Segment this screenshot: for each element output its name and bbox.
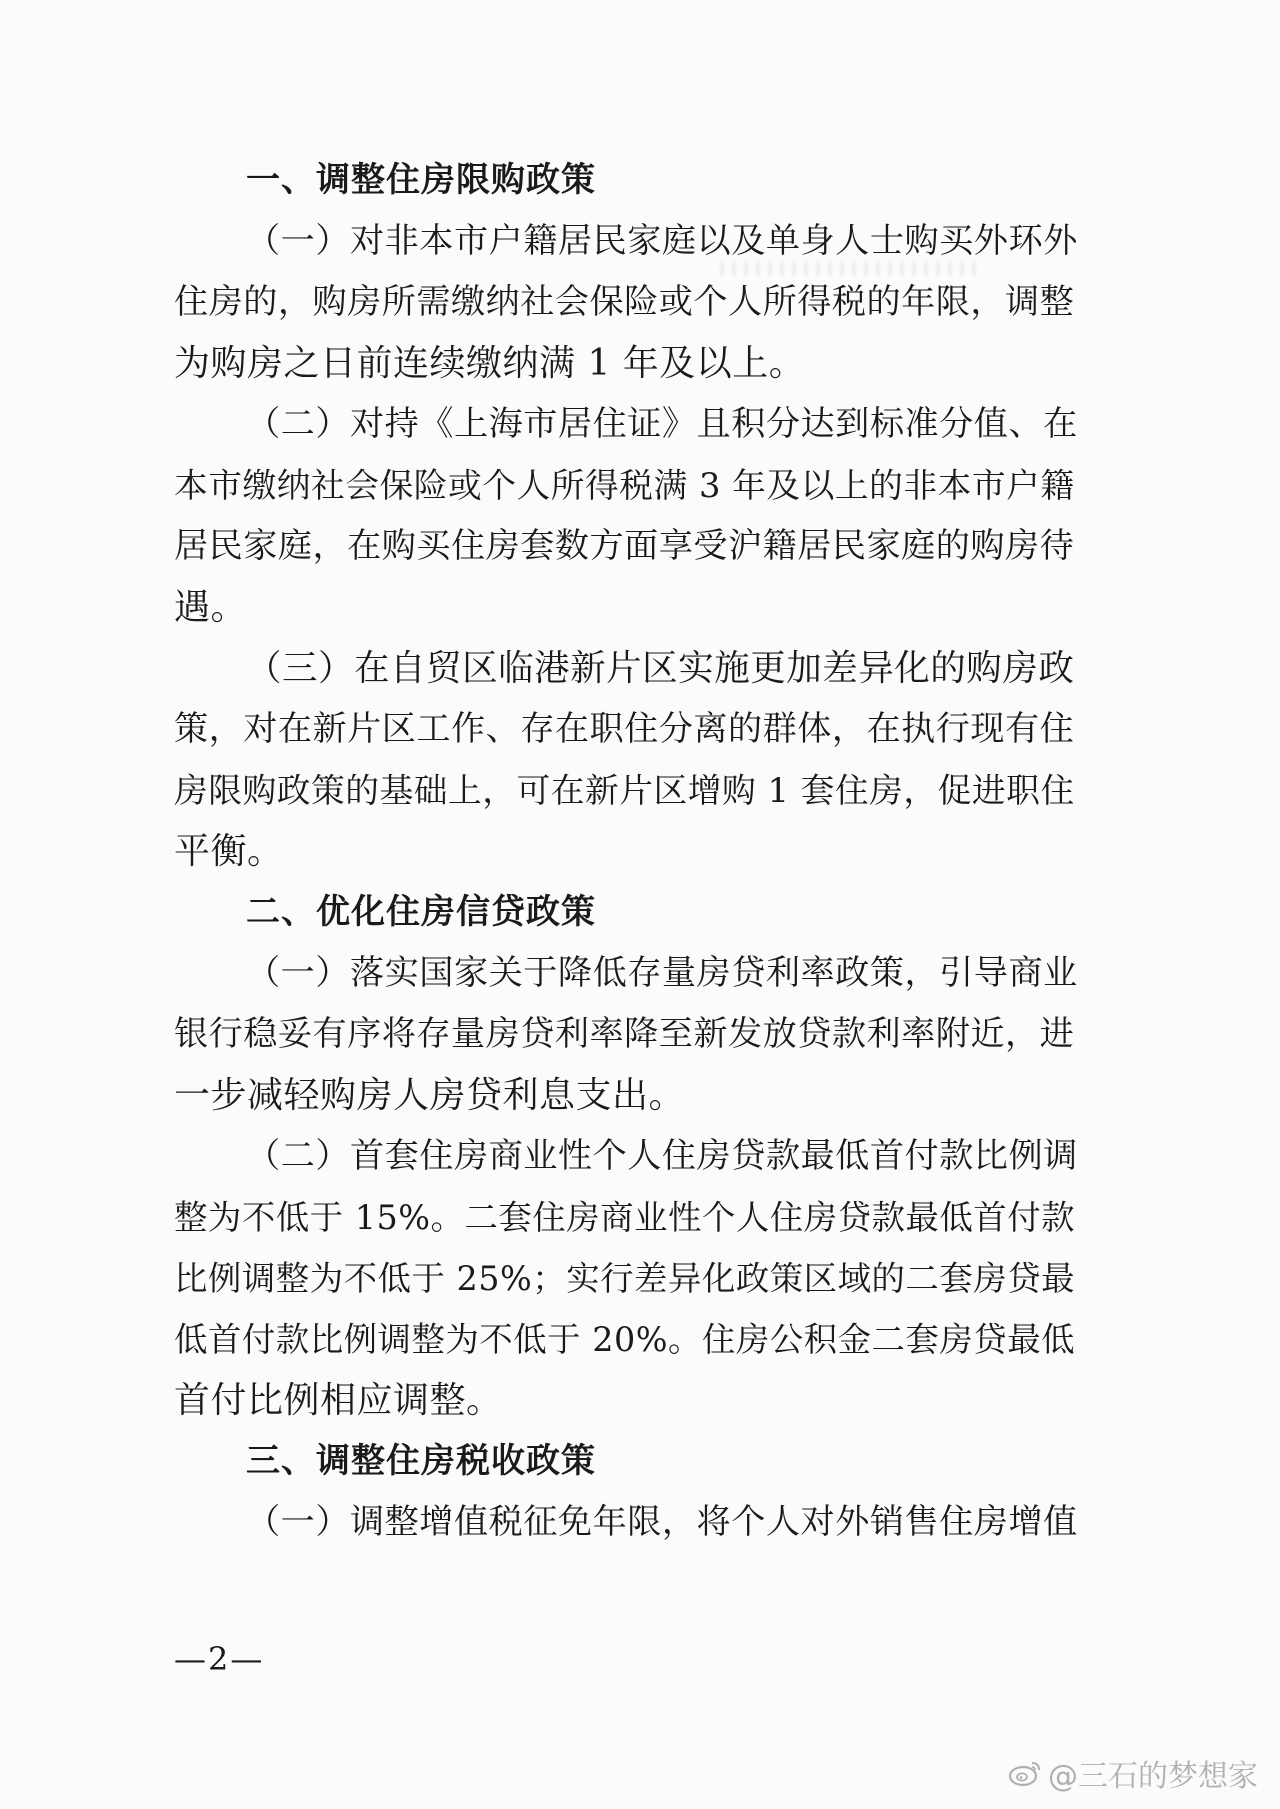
paragraph-line: 比例调整为不低于 25%；实行差异化政策区域的二套房贷最 <box>174 1259 1076 1298</box>
weibo-icon <box>1008 1759 1042 1787</box>
paragraph-line: 住房的，购房所需缴纳社会保险或个人所得税的年限，调整 <box>174 282 1075 322</box>
paragraph-line: （一）调整增值税征免年限，将个人对外销售住房增值 <box>246 1502 1078 1542</box>
paragraph-line: （二）对持《上海市居住证》且积分达到标准分值、在 <box>246 404 1078 444</box>
watermark-text: @三石的梦想家 <box>1048 1759 1258 1794</box>
paragraph-line: 银行稳妥有序将存量房贷利率降至新发放贷款利率附近，进 <box>174 1014 1075 1054</box>
paragraph-line: （三）在自贸区临港新片区实施更加差异化的购房政 <box>246 648 1075 689</box>
paragraph-line: 策，对在新片区工作、存在职住分离的群体，在执行现有住 <box>174 709 1075 749</box>
paragraph-line: 为购房之日前连续缴纳满 1 年及以上。 <box>174 343 806 384</box>
paragraph-line: （一）对非本市户籍居民家庭以及单身人士购买外环外 <box>246 221 1078 261</box>
paragraph-line: （二）首套住房商业性个人住房贷款最低首付款比例调 <box>246 1136 1078 1176</box>
paragraph-line: 首付比例相应调整。 <box>174 1380 503 1421</box>
paragraph-line: 低首付款比例调整为不低于 20%。住房公积金二套房贷最低 <box>174 1320 1076 1359</box>
paragraph-line: 居民家庭，在购买住房套数方面享受沪籍居民家庭的购房待 <box>174 526 1075 566</box>
watermark <box>1008 1751 1258 1795</box>
page-number: —2— <box>174 1640 265 1678</box>
paragraph-line: （一）落实国家关于降低存量房贷利率政策，引导商业 <box>246 953 1078 993</box>
paragraph-line: 房限购政策的基础上，可在新片区增购 1 套住房，促进职住 <box>174 771 1075 810</box>
section-heading: 三、调整住房税收政策 <box>246 1441 596 1481</box>
paragraph-line: 遇。 <box>174 587 248 628</box>
paragraph-line: 整为不低于 15%。二套住房商业性个人住房贷款最低首付款 <box>174 1198 1076 1237</box>
paragraph-line: 本市缴纳社会保险或个人所得税满 3 年及以上的非本市户籍 <box>174 466 1075 505</box>
section-heading: 二、优化住房信贷政策 <box>246 892 596 932</box>
document-body <box>174 150 1078 1553</box>
paragraph-line: 一步减轻购房人房贷利息支出。 <box>174 1075 686 1116</box>
paragraph-line: 平衡。 <box>174 831 284 872</box>
section-heading: 一、调整住房限购政策 <box>246 160 596 200</box>
